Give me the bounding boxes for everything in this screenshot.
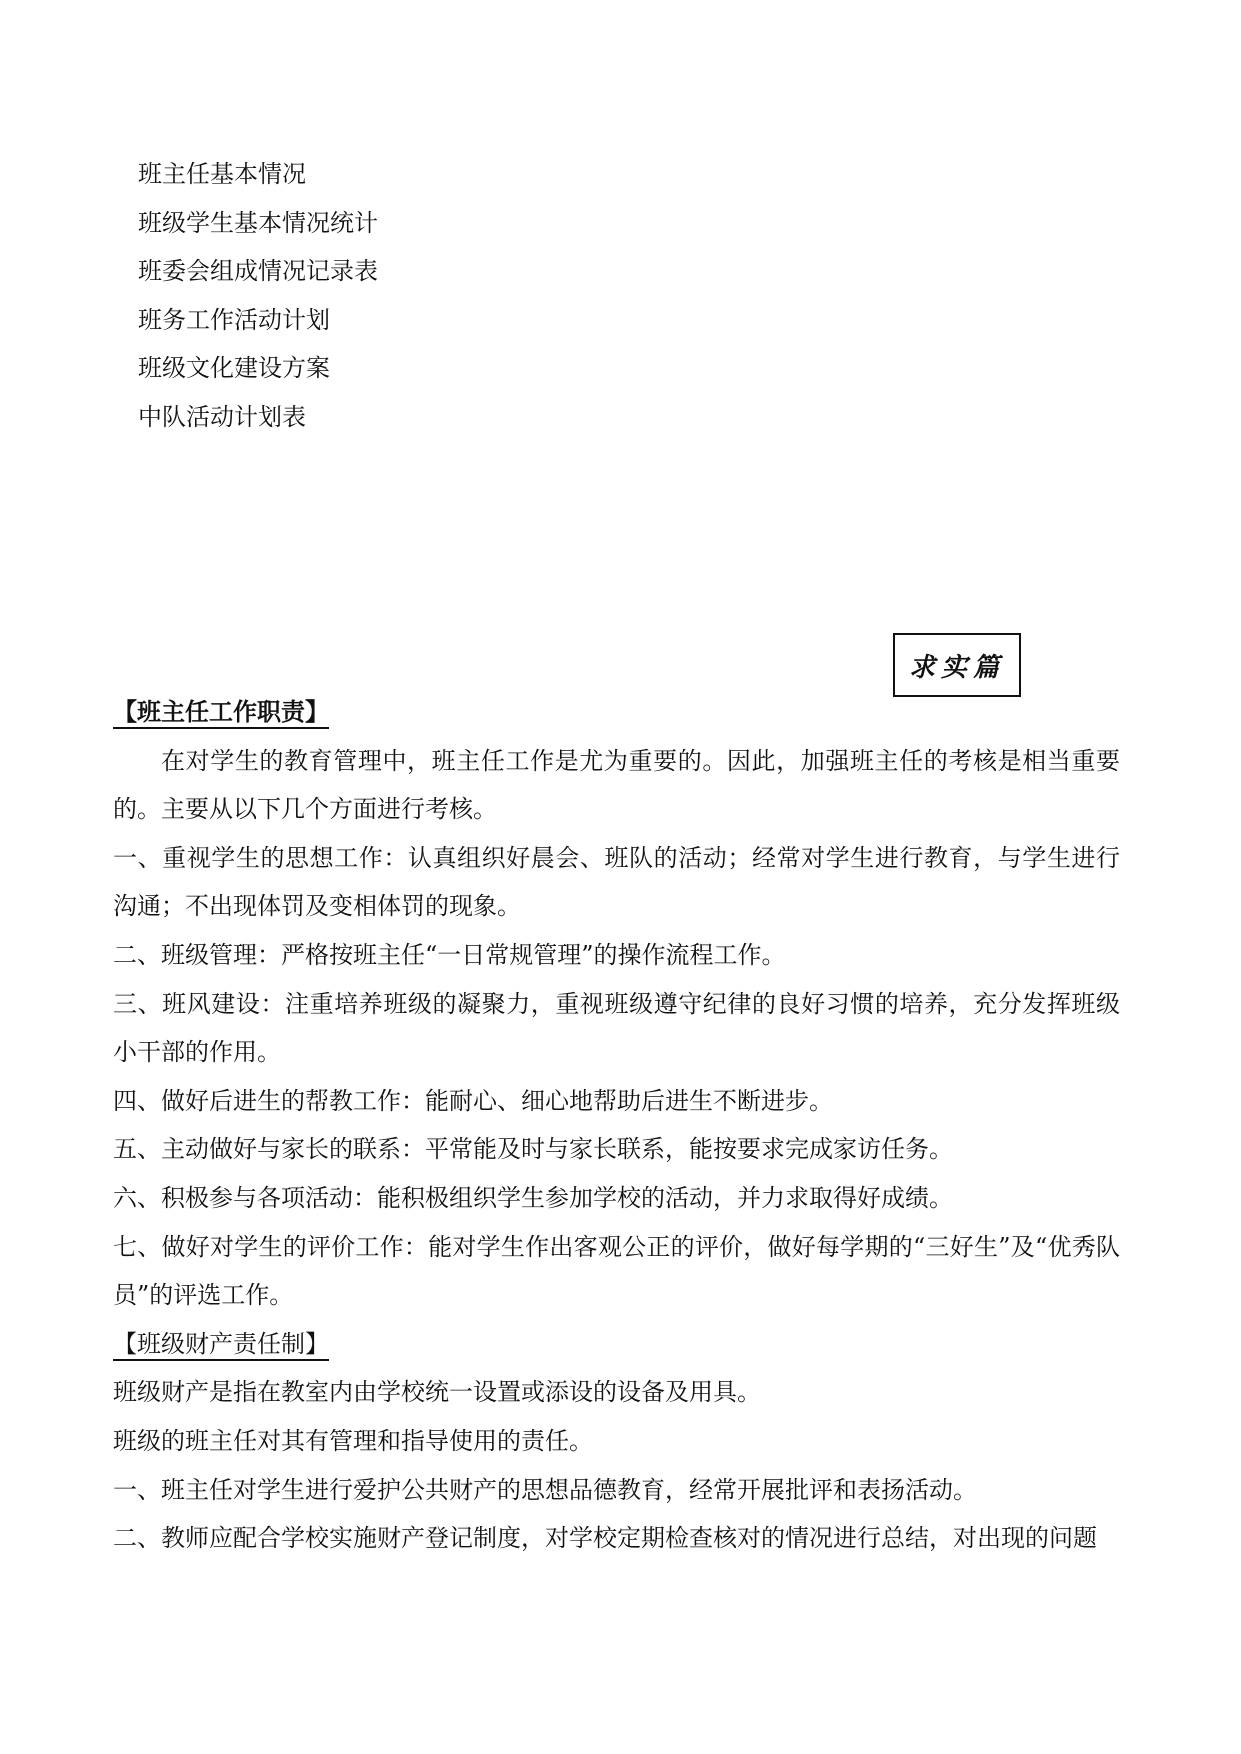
document-body [113,688,1120,1563]
toc-item: 班主任基本情况 [138,160,306,188]
paragraph-item: 五、主动做好与家长的联系：平常能及时与家长联系，能按要求完成家访任务。 [113,1135,953,1164]
section-heading-text: 【班主任工作职责】 [113,697,329,729]
toc-item: 中队活动计划表 [138,402,306,431]
toc-item: 班委会组成情况记录表 [138,257,378,286]
toc-item: 班级文化建设方案 [138,354,330,383]
table-of-contents [138,150,378,442]
paragraph-line: 班级财产是指在教室内由学校统一设置或添设的设备及用具。 [113,1378,761,1407]
paragraph-item: 一、重视学生的思想工作：认真组织好晨会、班队的活动；经常对学生进行教育，与学生进行沟通；不出现体罚及变相体罚的现象。 [113,843,1120,921]
section-heading-property [113,1320,1120,1369]
paragraph-item: 二、班级管理：严格按班主任“一日常规管理”的操作流程工作。 [113,940,786,969]
paragraph-item: 四、做好后进生的帮教工作：能耐心、细心地帮助后进生不断进步。 [113,1086,833,1115]
paragraph-item: 二、教师应配合学校实施财产登记制度，对学校定期检查核对的情况进行总结，对出现的问题 [113,1524,1097,1553]
toc-item: 班务工作活动计划 [138,305,330,334]
paragraph-item: 三、班风建设：注重培养班级的凝聚力，重视班级遵守纪律的良好习惯的培养，充分发挥班级小干部的作用。 [113,989,1120,1067]
paragraph-item: 一、班主任对学生进行爱护公共财产的思想品德教育，经常开展批评和表扬活动。 [113,1475,977,1504]
paragraph-line: 班级的班主任对其有管理和指导使用的责任。 [113,1426,593,1455]
paragraph-item: 七、做好对学生的评价工作：能对学生作出客观公正的评价，做好每学期的“三好生”及“优秀队员”的评选工作。 [113,1232,1120,1310]
section-heading-text: 【班级财产责任制】 [113,1330,329,1361]
paragraph-item: 六、积极参与各项活动：能积极组织学生参加学校的活动，并力求取得好成绩。 [113,1183,953,1212]
paragraph-intro: 在对学生的教育管理中，班主任工作是尤为重要的。因此，加强班主任的考核是相当重要的。主要从以下几个方面进行考核。 [113,746,1120,824]
toc-item: 班级学生基本情况统计 [138,208,378,237]
section-title-box: 求实篇 [893,633,1021,697]
section-heading-duties [113,688,1120,737]
